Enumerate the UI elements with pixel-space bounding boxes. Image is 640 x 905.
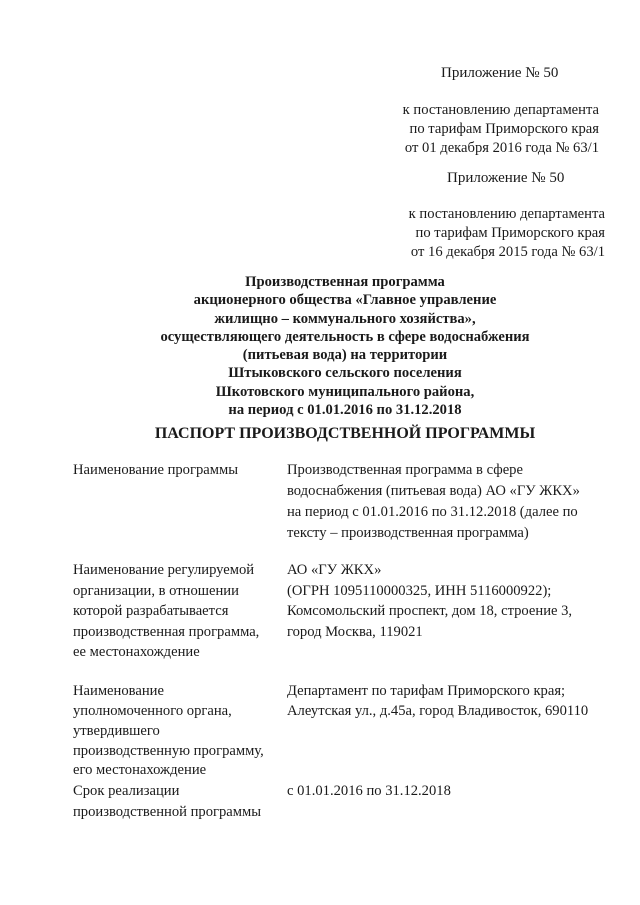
row-3-value: Алеутская ул., д.45а, город Владивосток, 690110 — [287, 703, 589, 719]
row-2-value: город Москва, 119021 — [287, 624, 423, 640]
row-2-label: Наименование регулируемой — [73, 562, 255, 578]
row-1-value: Производственная программа в сфере — [287, 462, 523, 478]
appendix-decree-2-line-2: по тарифам Приморского края — [415, 225, 605, 241]
program-title — [0, 273, 640, 419]
title-line: жилищно – коммунального хозяйства», — [214, 310, 476, 327]
title-line: (питьевая вода) на территории — [242, 347, 448, 364]
title-line: осуществляющего деятельность в сфере водоснабжения — [160, 328, 530, 345]
appendix-label-1: Приложение № 50 — [441, 65, 559, 81]
row-1-label: Наименование программы — [73, 462, 239, 478]
title-line: на период с 01.01.2016 по 31.12.2018 — [228, 402, 462, 419]
row-3-label: уполномоченного органа, — [73, 703, 232, 719]
row-4-value: с 01.01.2016 по 31.12.2018 — [287, 783, 451, 799]
appendix-decree-1-line-1: к постановлению департамента — [402, 102, 599, 118]
row-1-value: на период с 01.01.2016 по 31.12.2018 (далее по — [287, 504, 578, 520]
appendix-decree-2-line-1: к постановлению департамента — [408, 206, 605, 222]
title-line: Производственная программа — [245, 274, 445, 290]
appendix-decree-2-line-3: от 16 декабря 2015 года № 63/1 — [410, 244, 605, 260]
row-3-label: утвердившего — [73, 723, 160, 739]
row-1-value: тексту – производственная программа) — [287, 525, 529, 541]
appendix-label-2: Приложение № 50 — [447, 170, 565, 186]
appendix-decree-1-line-3: от 01 декабря 2016 года № 63/1 — [404, 140, 599, 156]
row-2-label: организации, в отношении — [73, 583, 239, 599]
passport-heading: ПАСПОРТ ПРОИЗВОДСТВЕННОЙ ПРОГРАММЫ — [154, 425, 536, 442]
row-2-value: (ОГРН 1095110000325, ИНН 5116000922); — [287, 583, 552, 599]
row-4-label: Срок реализации — [73, 783, 180, 799]
row-2-value: АО «ГУ ЖКХ» — [287, 562, 382, 578]
title-line: Штыковского сельского поселения — [228, 365, 462, 382]
row-3-value: Департамент по тарифам Приморского края; — [287, 683, 566, 699]
row-2-label: ее местонахождение — [73, 644, 200, 660]
title-line: акционерного общества «Главное управление — [193, 292, 497, 309]
row-2-label: производственная программа, — [73, 624, 260, 640]
row-3-label: производственную программу, — [73, 743, 264, 759]
row-1-value: водоснабжения (питьевая вода) АО «ГУ ЖКХ» — [287, 483, 580, 499]
row-3-label: Наименование — [73, 683, 164, 699]
title-line: Шкотовского муниципального района, — [215, 383, 475, 400]
row-4-label: производственной программы — [73, 804, 262, 820]
row-3-label: его местонахождение — [73, 762, 207, 778]
row-2-value: Комсомольский проспект, дом 18, строение 3, — [287, 603, 573, 619]
appendix-decree-1-line-2: по тарифам Приморского края — [409, 121, 599, 137]
row-2-label: которой разрабатывается — [73, 603, 229, 619]
